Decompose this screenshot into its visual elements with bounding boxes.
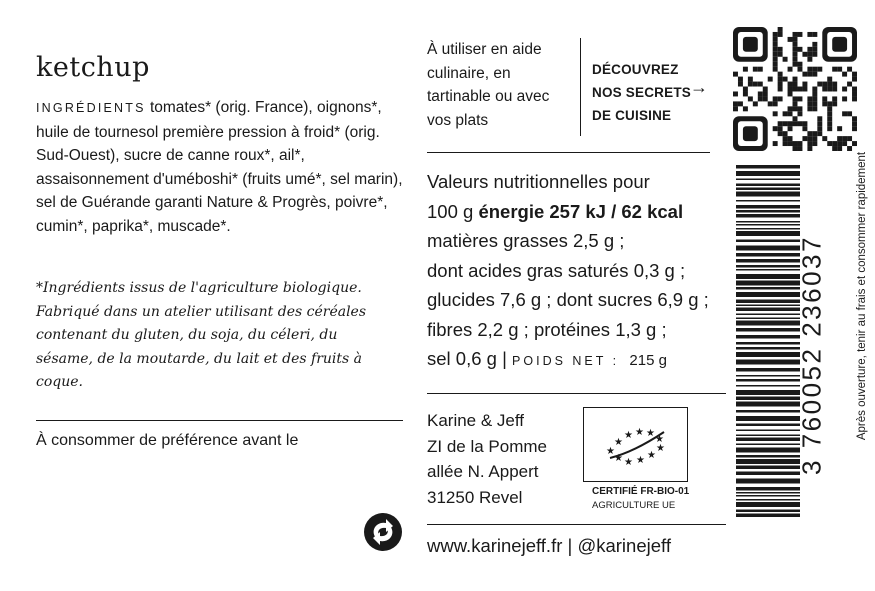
cert-label: AGRICULTURE UE — [592, 500, 676, 511]
divider — [36, 420, 403, 421]
svg-text:★: ★ — [624, 457, 633, 468]
barcode-number: 3 760052 236037 — [796, 235, 827, 475]
svg-text:★: ★ — [636, 455, 645, 466]
nutrition-carbs: glucides 7,6 g ; dont sucres 6,9 g ; — [427, 289, 709, 310]
discover-line1: DÉCOUVREZ — [592, 62, 679, 77]
company-line4: 31250 Revel — [427, 487, 523, 507]
company-name: Karine & Jeff — [427, 411, 525, 430]
svg-text:★: ★ — [614, 453, 623, 464]
svg-text:★: ★ — [655, 434, 664, 445]
divider — [427, 152, 710, 153]
divider — [427, 393, 726, 394]
nutrition-energy: énergie 257 kJ / 62 kcal — [478, 200, 684, 222]
nutrition-sat-fat: dont acides gras saturés 0,3 g ; — [427, 259, 686, 281]
svg-text:★: ★ — [646, 428, 655, 439]
net-weight-label: POIDS NET : — [512, 354, 620, 368]
svg-text:★: ★ — [656, 443, 665, 454]
barcode-icon — [736, 165, 800, 530]
nutrition-per: 100 g — [427, 200, 479, 222]
svg-text:★: ★ — [606, 446, 615, 457]
storage-note: Après ouverture, tenir au frais et consommer rapidement — [856, 151, 868, 441]
arrow-right-icon: → — [690, 77, 708, 97]
usage-text: À utiliser en aide culinaire, en tartinable ou avec vos plats — [427, 41, 550, 129]
company-line2: ZI de la Pomme — [427, 436, 547, 456]
ingredients-text: tomates* (orig. France), oignons*, huile de tournesol première pression à froid* (orig. Sud-Ouest), sucre de canne roux*, ail*, assaisonnement d'uméboshi* (fruits umé*, sel marin), sel de Guérande garanti Nature & Progrès, poivre*, cumin*, paprika*, muscade*. — [36, 99, 403, 235]
product-title: ketchup — [36, 52, 150, 83]
company-address — [427, 408, 547, 510]
svg-text:★: ★ — [635, 427, 644, 438]
discover-line3: DE CUISINE — [592, 108, 672, 123]
svg-text:★: ★ — [624, 430, 633, 441]
best-before-text: À consommer de préférence avant le — [36, 432, 299, 449]
svg-text:★: ★ — [614, 437, 623, 448]
discover-line2: NOS SECRETS — [592, 85, 691, 100]
ingredients-block — [36, 96, 406, 238]
qr-code-icon — [733, 27, 857, 156]
nutrition-heading: Valeurs nutritionnelles pour — [427, 171, 650, 192]
svg-text:★: ★ — [647, 450, 656, 461]
nutrition-salt: sel 0,6 g | — [427, 348, 513, 369]
nutrition-energy-line — [427, 197, 727, 227]
eu-organic-leaf-icon — [583, 407, 688, 482]
discover-link[interactable] — [592, 58, 691, 127]
green-dot-icon — [362, 511, 404, 558]
company-line3: allée N. Appert — [427, 462, 539, 481]
nutrition-fibre-protein: fibres 2,2 g ; protéines 1,3 g ; — [427, 318, 667, 340]
cert-code: CERTIFIÉ FR-BIO-01 — [592, 486, 690, 497]
organic-note: *Ingrédients issus de l'agriculture biologique. Fabriqué dans un atelier utilisant des céréales contenant du gluten, du soja, du céleri, du sésame, de la moutarde, du lait et des fruits à coque. — [36, 280, 367, 390]
vertical-divider — [580, 38, 581, 136]
website-link[interactable]: www.karinejeff.fr | @karinejeff — [427, 535, 671, 556]
nutrition-block — [427, 167, 727, 377]
nutrition-salt-weight — [427, 344, 727, 377]
divider — [427, 524, 726, 525]
nutrition-fat: matières grasses 2,5 g ; — [427, 230, 625, 251]
ingredients-label: INGRÉDIENTS — [36, 101, 146, 115]
net-weight-value: 215 g — [629, 352, 667, 369]
